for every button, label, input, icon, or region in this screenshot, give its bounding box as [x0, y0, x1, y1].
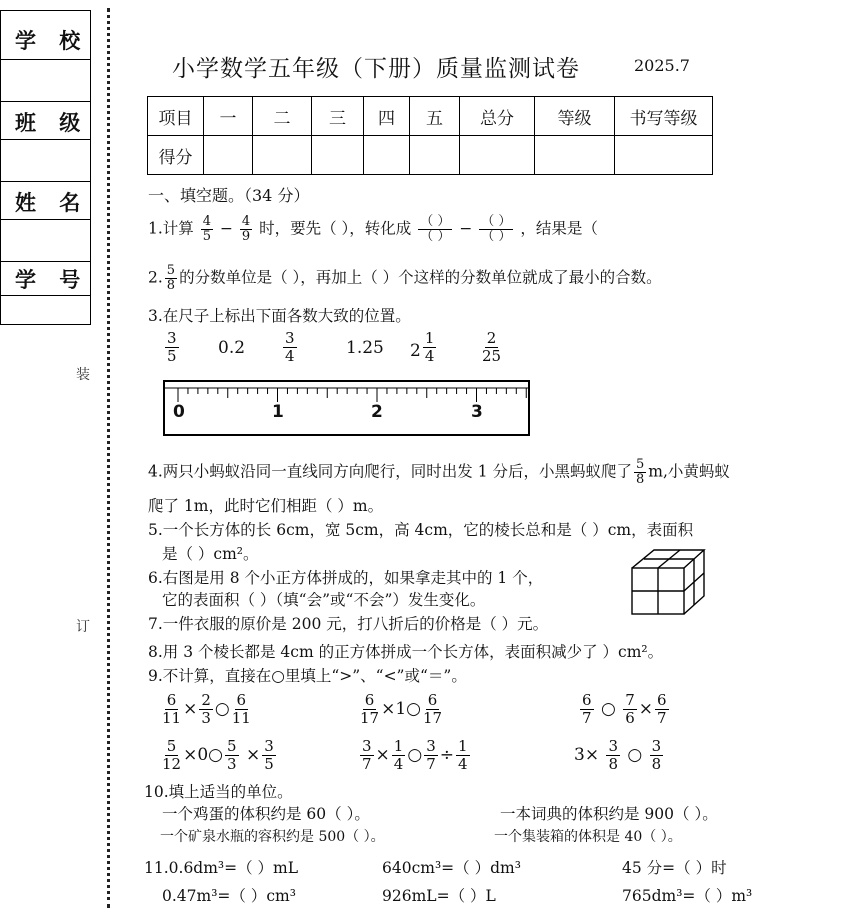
compare-item: $\frac{3}{7}$ × $\frac{1}{4}$ ○ $\frac{3}{7}$ ÷ $\frac{1}{4}$	[362, 737, 468, 773]
ruler-label-0: 0	[173, 402, 185, 422]
divider	[1, 261, 90, 262]
table-cell: 总分	[460, 97, 535, 136]
student-id-label: 学 号	[15, 267, 89, 292]
q10-item: 一个集装箱的体积是 40（ ）。	[494, 829, 682, 845]
exam-date: 2025.7	[634, 56, 690, 75]
decimal-label: 0.2	[218, 338, 246, 358]
fraction: $\frac{3}{5}$	[167, 329, 177, 365]
q10-item: 一个鸡蛋的体积约是 60（ ）。	[162, 805, 370, 823]
decimal-label: 1.25	[346, 338, 384, 358]
fraction: $\frac{2}{25}$	[482, 329, 502, 365]
score-input[interactable]	[312, 136, 364, 175]
table-cell: 项目	[148, 97, 204, 136]
q2-text: 的分数单位是（ ），再加上（ ）个这样的分数单位就成了最小的合数。	[179, 268, 662, 287]
divider	[1, 139, 90, 140]
question-5: 5.一个长方体的长 6cm，宽 5cm，高 4cm，它的棱长总和是（ ）cm，表面积	[148, 521, 694, 539]
q1-prefix: 1.计算	[148, 219, 194, 238]
table-cell: 书写等级	[615, 97, 713, 136]
compare-item: $\frac{6}{17}$ ×1○ $\frac{6}{17}$	[360, 691, 443, 727]
question-8: 8.用 3 个棱长都是 4cm 的正方体拼成一个长方体，表面积减少了 ）cm²。	[148, 643, 664, 661]
divider	[1, 101, 90, 102]
q11-item: 11.0.6dm³=（ ）mL	[144, 859, 299, 877]
question-7: 7.一件衣服的原价是 200 元，打八折后的价格是（ ）元。	[148, 615, 549, 633]
class-label: 班 级	[15, 110, 89, 135]
table-cell: 四	[364, 97, 410, 136]
mixed-number: 2 $\frac{1}{4}$	[410, 329, 435, 365]
score-input[interactable]	[535, 136, 615, 175]
q11-item: 926mL=（ ）L	[382, 887, 496, 905]
fraction: $\frac{5}{8}$	[166, 263, 176, 293]
ruler-label-1: 1	[272, 402, 284, 422]
q11-item: 765dm³=（ ）m³	[622, 887, 753, 905]
table-cell: 等级	[535, 97, 615, 136]
table-cell: 一	[204, 97, 253, 136]
q4-text: m,小黄蚂蚁	[648, 462, 730, 481]
q4-text: 4.两只小蚂蚁沿同一直线同方向爬行，同时出发 1 分后，小黑蚂蚁爬了	[148, 462, 633, 481]
fraction: $\frac{5}{8}$	[636, 457, 645, 487]
compare-circle[interactable]: ○	[406, 699, 421, 719]
question-10: 10.填上适当的单位。	[144, 783, 293, 801]
binding-glyph-zhuang: 装	[76, 367, 90, 383]
q11-item: 640cm³=（ ）dm³	[382, 859, 521, 877]
score-input[interactable]	[615, 136, 713, 175]
table-cell: 五	[410, 97, 460, 136]
question-6-line2: 它的表面积（ ）（填“会”或“不会”）发生变化。	[162, 591, 486, 609]
table-row	[148, 136, 713, 175]
operator: −	[459, 219, 473, 238]
table-cell: 二	[253, 97, 312, 136]
question-4	[148, 458, 730, 487]
binding-glyph-ding: 订	[76, 619, 90, 635]
q11-item: 0.47m³=（ ）cm³	[162, 887, 296, 905]
ruler-label-3: 3	[471, 402, 483, 422]
score-input[interactable]	[253, 136, 312, 175]
q10-item: 一本词典的体积约是 900（ ）。	[500, 805, 718, 823]
score-input[interactable]	[460, 136, 535, 175]
q10-item: 一个矿泉水瓶的容积约是 500（ ）。	[160, 829, 385, 845]
name-label: 姓 名	[15, 190, 89, 215]
divider	[1, 219, 90, 220]
blank-fraction[interactable]: $\frac{( )}{( )}$	[420, 214, 451, 244]
ruler-label-2: 2	[371, 402, 383, 422]
score-table	[147, 96, 713, 175]
score-input[interactable]	[364, 136, 410, 175]
question-6: 6.右图是用 8 个小正方体拼成的，如果拿走其中的 1 个，	[148, 569, 544, 587]
score-input[interactable]	[204, 136, 253, 175]
q11-item: 45 分=（ ）时	[622, 859, 727, 877]
divider	[1, 295, 90, 296]
table-cell: 三	[312, 97, 364, 136]
cube-figure	[628, 546, 708, 618]
compare-item: $\frac{6}{7}$ ○ $\frac{7}{6}$ × $\frac{6}{7}$	[582, 691, 667, 727]
divider	[1, 181, 90, 182]
fraction: $\frac{3}{4}$	[285, 329, 295, 365]
table-row	[148, 97, 713, 136]
compare-item: $\frac{5}{12}$ ×0○ $\frac{5}{3}$ × $\frac{3}{5}$	[162, 737, 274, 773]
compare-circle[interactable]: ○	[600, 699, 616, 719]
compare-item: 3× $\frac{3}{8}$ ○ $\frac{3}{8}$	[574, 737, 662, 773]
binding-line	[107, 8, 110, 908]
question-3: 3.在尺子上标出下面各数大致的位置。	[148, 307, 411, 325]
student-info-box	[0, 10, 91, 325]
compare-circle[interactable]: ○	[208, 745, 223, 765]
question-4-line2: 爬了 1m，此时它们相距（ ）m。	[148, 497, 384, 515]
q1-mid: 时，要先（ ），转化成	[259, 219, 412, 238]
q2-prefix: 2.	[148, 268, 163, 287]
score-input[interactable]	[410, 136, 460, 175]
divider	[1, 59, 90, 60]
ruler[interactable]	[163, 380, 530, 436]
q1-end: ，结果是（	[520, 219, 598, 238]
question-1	[148, 215, 598, 244]
compare-item: $\frac{6}{11}$ × $\frac{2}{3}$ ○ $\frac{6}{11}$	[162, 691, 251, 727]
compare-circle[interactable]: ○	[627, 745, 643, 765]
question-2	[148, 264, 662, 293]
fraction: $\frac{4}{9}$	[241, 214, 251, 244]
blank-fraction[interactable]: $\frac{( )}{( )}$	[481, 214, 512, 244]
fraction: $\frac{4}{5}$	[202, 214, 212, 244]
school-label: 学 校	[15, 28, 89, 53]
compare-circle[interactable]: ○	[407, 745, 423, 765]
table-cell: 得分	[148, 136, 204, 175]
question-5-line2: 是（ ）cm²。	[162, 545, 259, 563]
operator: −	[219, 219, 233, 238]
page-title: 小学数学五年级（下册）质量监测试卷	[172, 56, 580, 82]
compare-circle[interactable]: ○	[214, 699, 230, 719]
question-9: 9.不计算，直接在○里填上“>”、“<”或“＝”。	[148, 667, 467, 685]
section-heading: 一、填空题。（34 分）	[148, 186, 310, 205]
